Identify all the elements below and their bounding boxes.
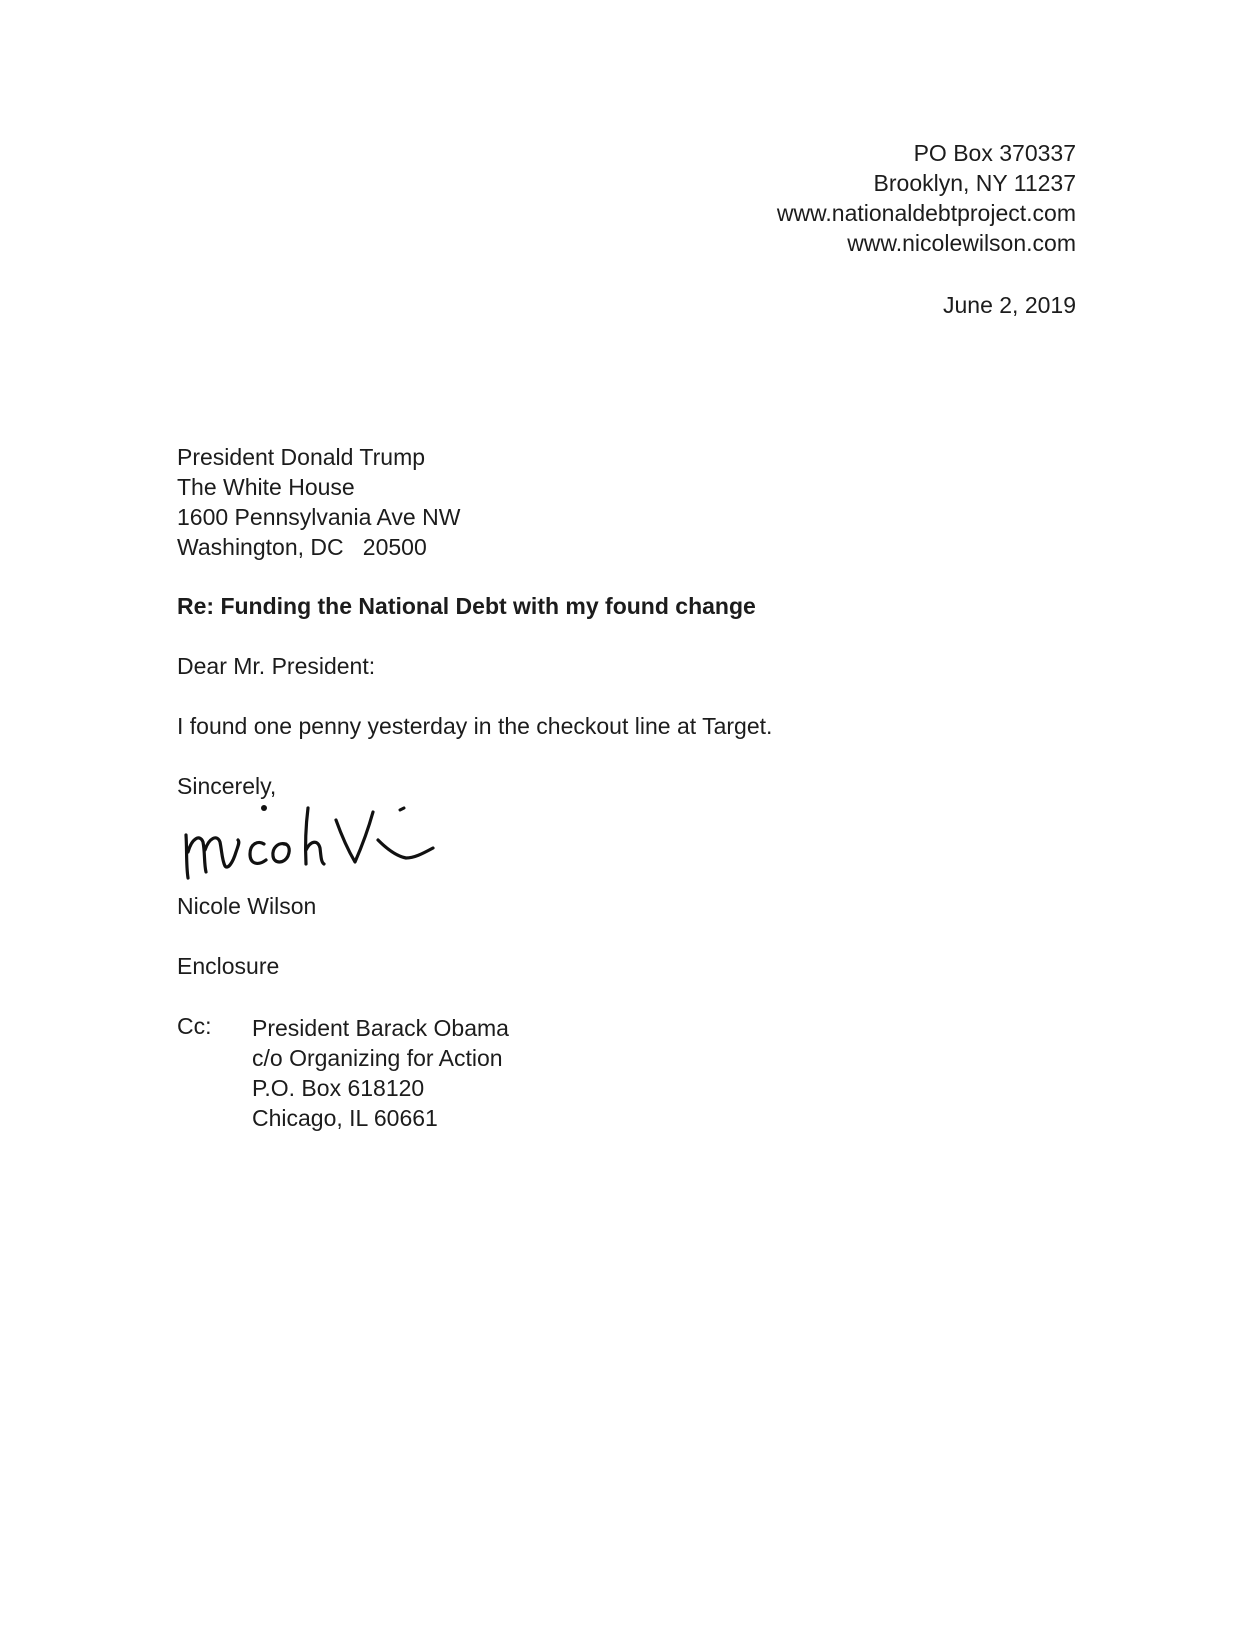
sender-website-national-debt: www.nationaldebtproject.com: [776, 200, 1076, 226]
recipient-name: President Donald Trump: [177, 444, 426, 470]
recipient-address-block: [177, 442, 460, 562]
sender-po-box: PO Box 370337: [913, 140, 1076, 166]
sender-address-block: [777, 138, 1076, 258]
cc-po-box: P.O. Box 618120: [252, 1075, 425, 1101]
cc-care-of: c/o Organizing for Action: [252, 1045, 503, 1071]
salutation: Dear Mr. President:: [177, 653, 376, 679]
handwritten-signature: [178, 790, 458, 890]
recipient-street: 1600 Pennsylvania Ave NW: [177, 504, 461, 530]
recipient-city-state-zip: Washington, DC 20500: [177, 534, 427, 560]
recipient-organization: The White House: [177, 474, 355, 500]
sender-website-personal: www.nicolewilson.com: [847, 230, 1076, 256]
cc-label: Cc:: [177, 1013, 212, 1039]
enclosure-note: Enclosure: [177, 953, 280, 979]
subject-line: Re: Funding the National Debt with my found change: [177, 593, 756, 619]
sender-city-state-zip: Brooklyn, NY 11237: [873, 170, 1076, 196]
closing: Sincerely,: [177, 773, 277, 799]
cc-name: President Barack Obama: [252, 1015, 509, 1041]
signer-name: Nicole Wilson: [177, 893, 317, 919]
letter-date: June 2, 2019: [942, 292, 1076, 318]
cc-city-state-zip: Chicago, IL 60661: [252, 1105, 438, 1131]
cc-address-block: [252, 1013, 509, 1133]
letter-body: I found one penny yesterday in the checkout line at Target.: [177, 713, 773, 739]
